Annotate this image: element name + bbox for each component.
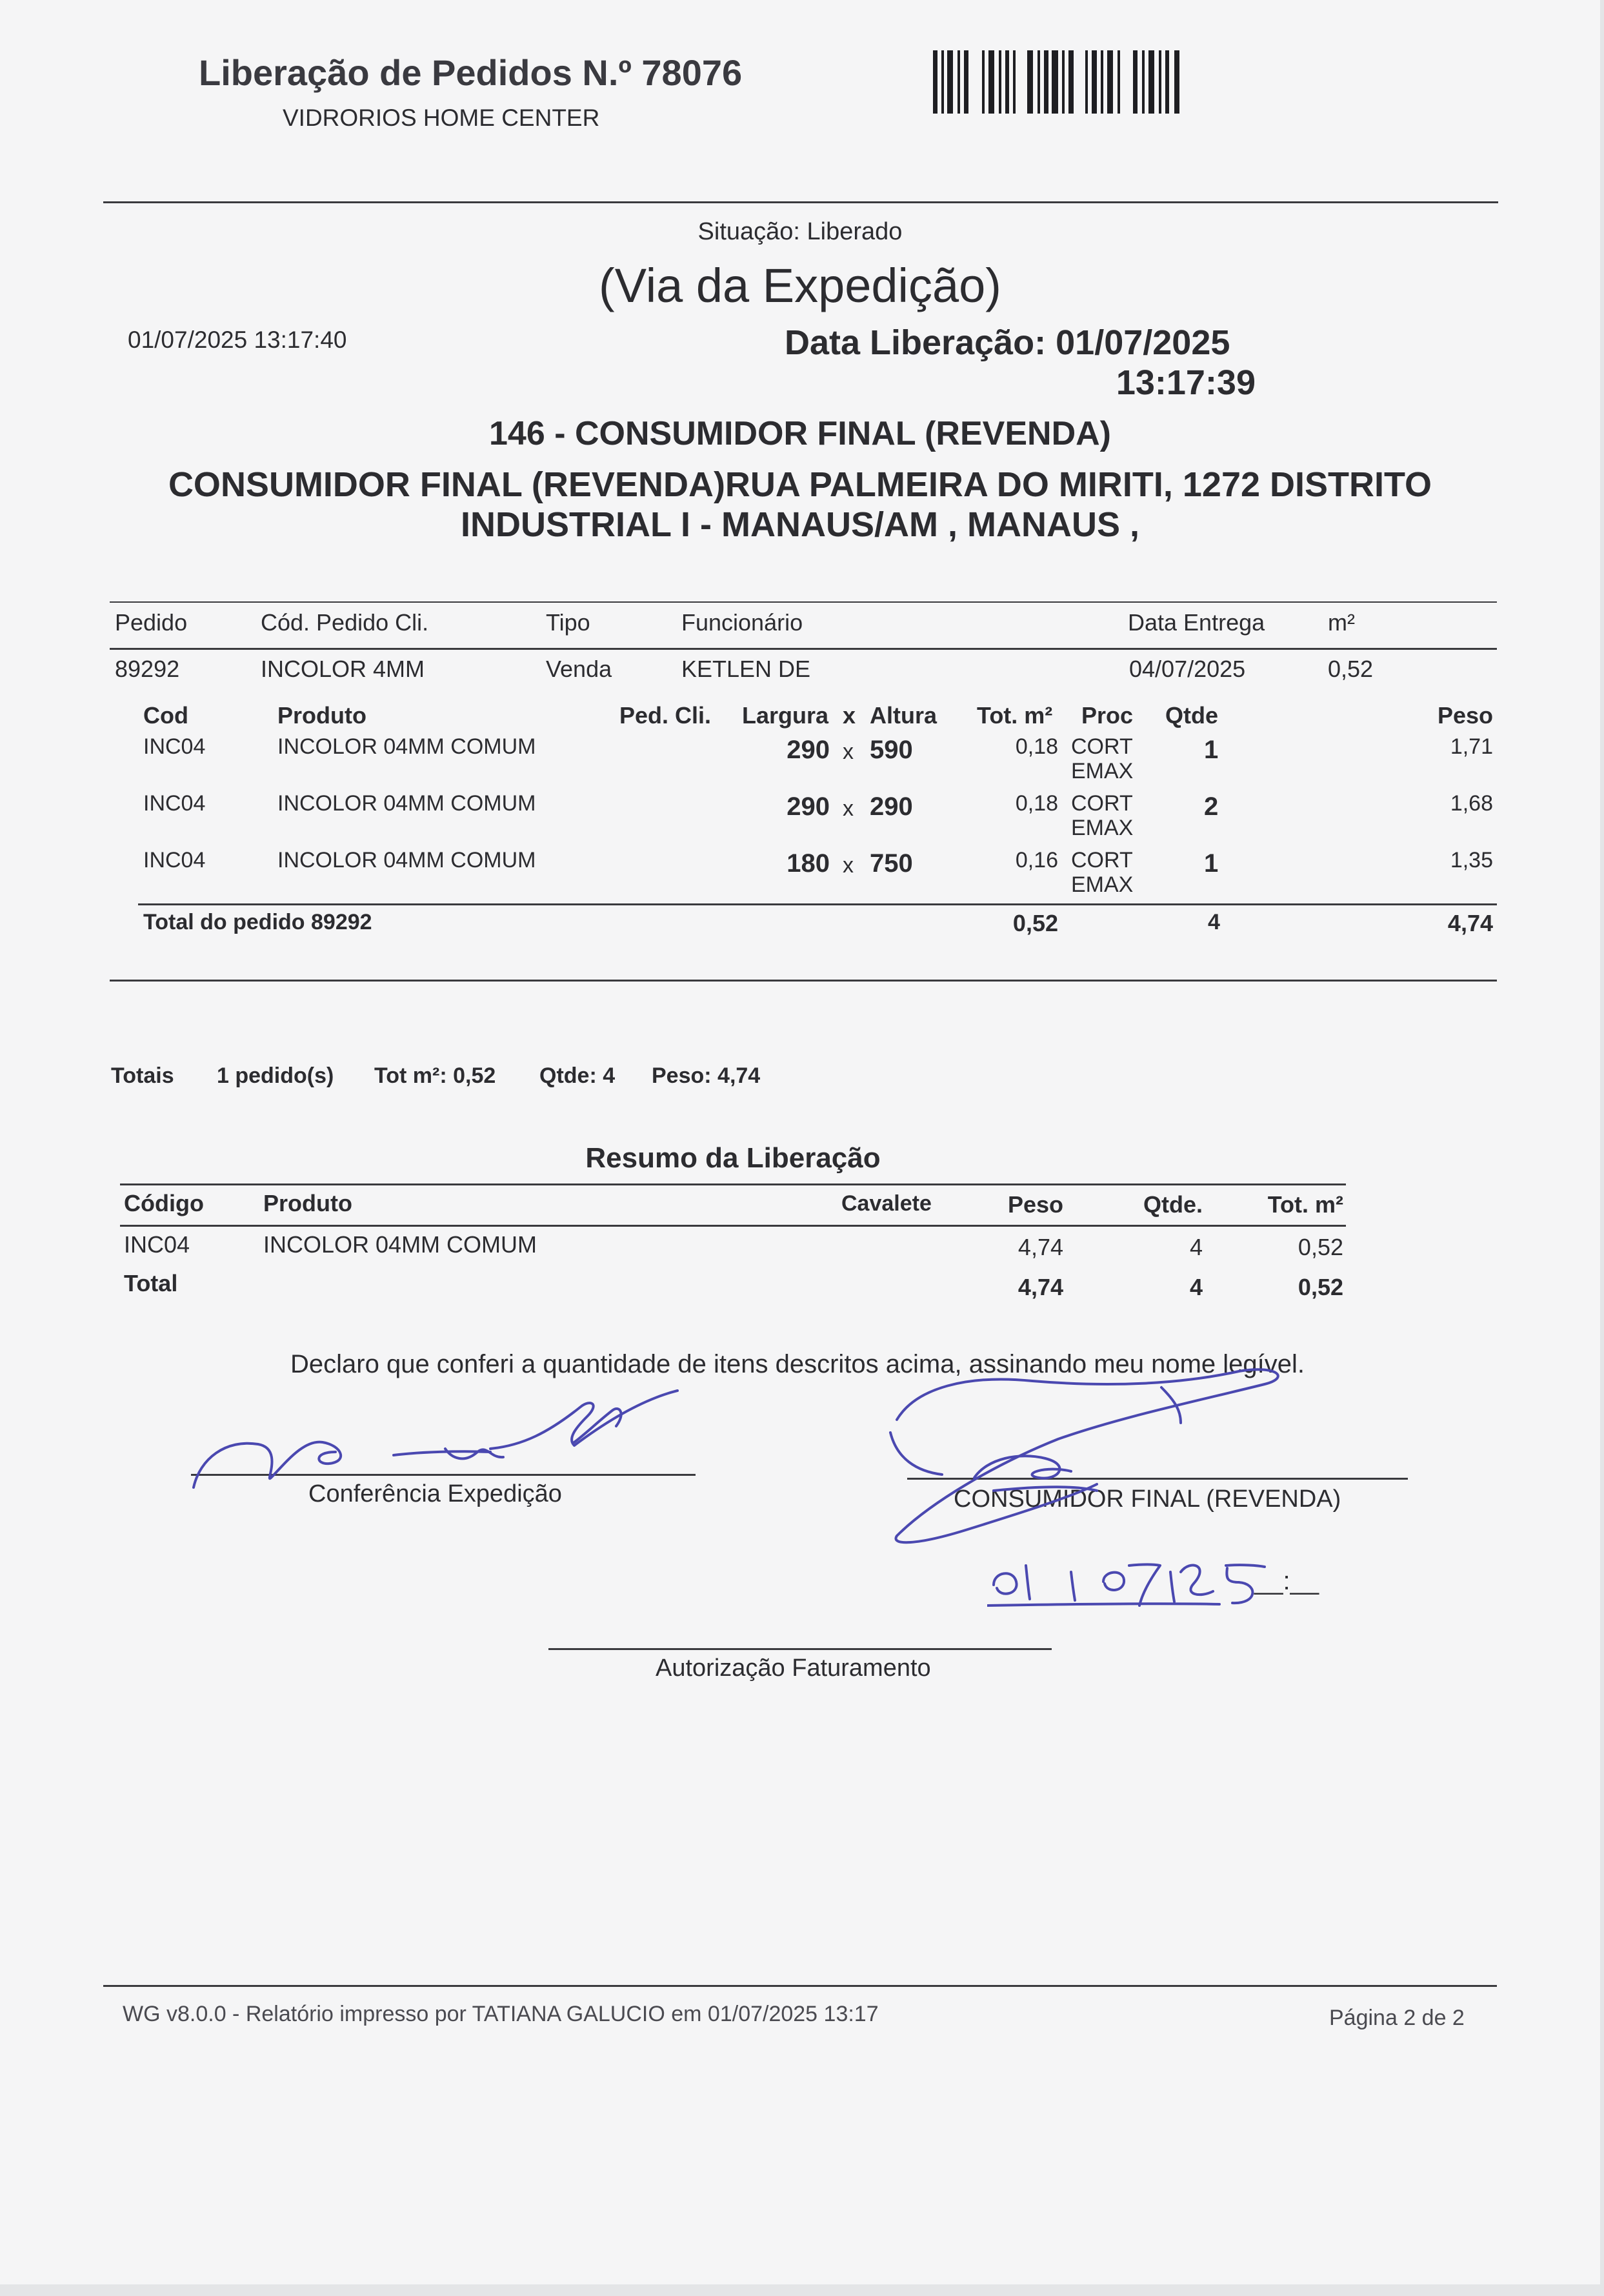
summary-header-peso: Peso	[1007, 1191, 1063, 1218]
summary-top-rule	[120, 1183, 1346, 1185]
order-m2: 0,52	[1328, 656, 1374, 682]
totals-label: Totais	[111, 1063, 174, 1088]
item-3-proc-2: EMAX	[1071, 872, 1134, 897]
order-header-m2: m²	[1328, 609, 1355, 636]
item-3-proc-1: CORT	[1071, 848, 1133, 872]
cliente-signature	[877, 1362, 1342, 1549]
order-total-label: Total do pedido 89292	[143, 910, 372, 934]
item-1-cod: INC04	[143, 734, 206, 759]
footer-page-number: Página 2 de 2	[1329, 2006, 1465, 2030]
order-header-funcionario: Funcionário	[681, 609, 803, 636]
item-2-tot-m2: 0,18	[1015, 791, 1058, 816]
autorizacao-signature-line	[548, 1648, 1052, 1650]
totals-tot-m2: Tot m²: 0,52	[374, 1063, 496, 1088]
item-2-x: x	[843, 796, 854, 821]
item-1-qtde: 1	[1204, 736, 1219, 764]
order-header-tipo: Tipo	[546, 609, 590, 636]
items-header-proc: Proc	[1081, 702, 1134, 729]
declaration-text: Declaro que conferi a quantidade de itens descritos acima, assinando meu nome legível.	[290, 1350, 1305, 1378]
summary-row-qtde: 4	[1189, 1234, 1203, 1260]
item-2-cod: INC04	[143, 791, 206, 816]
items-header-cod: Cod	[143, 702, 188, 729]
customer-address-line1: CONSUMIDOR FINAL (REVENDA)RUA PALMEIRA DO MIRITI, 1272 DISTRITO	[168, 465, 1432, 504]
item-3-produto: INCOLOR 04MM COMUM	[277, 848, 536, 872]
item-2-produto: INCOLOR 04MM COMUM	[277, 791, 536, 816]
autorizacao-label: Autorização Faturamento	[656, 1655, 931, 1682]
item-1-proc-1: CORT	[1071, 734, 1133, 759]
conferencia-label: Conferência Expedição	[308, 1480, 562, 1507]
summary-total-qtde: 4	[1189, 1274, 1203, 1300]
footer-rule	[103, 1985, 1497, 1987]
item-1-peso: 1,71	[1450, 734, 1493, 759]
item-1-proc-2: EMAX	[1071, 759, 1134, 783]
order-header-cod-pedido-cli: Cód. Pedido Cli.	[261, 609, 429, 636]
conferencia-signature	[187, 1387, 690, 1497]
item-1-x: x	[843, 740, 854, 764]
items-header-x: x	[843, 702, 856, 729]
summary-total-tot-m2: 0,52	[1298, 1274, 1343, 1300]
items-header-tot-m2: Tot. m²	[977, 702, 1053, 729]
printed-timestamp: 01/07/2025 13:17:40	[128, 327, 347, 353]
item-1-altura: 590	[870, 736, 913, 764]
items-header-peso: Peso	[1437, 702, 1493, 729]
item-2-largura: 290	[787, 792, 830, 821]
order-total-tot-m2: 0,52	[1012, 910, 1058, 936]
order-header-pedido: Pedido	[115, 609, 188, 636]
item-2-proc-2: EMAX	[1071, 816, 1134, 840]
item-3-x: x	[843, 853, 854, 878]
footer-report-info: WG v8.0.0 - Relatório impresso por TATIANA GALUCIO em 01/07/2025 13:17	[123, 2002, 879, 2026]
item-3-largura: 180	[787, 849, 830, 878]
company-name: VIDRORIOS HOME CENTER	[283, 105, 600, 131]
item-3-qtde: 1	[1204, 849, 1219, 878]
summary-row-produto: INCOLOR 04MM COMUM	[263, 1231, 537, 1258]
item-3-tot-m2: 0,16	[1015, 848, 1058, 872]
status-label: Situação: Liberado	[697, 218, 903, 245]
order-section-bottom-rule	[110, 980, 1497, 982]
summary-header-qtde: Qtde.	[1143, 1191, 1203, 1218]
totals-peso: Peso: 4,74	[652, 1063, 761, 1088]
item-2-altura: 290	[870, 792, 913, 821]
summary-title: Resumo da Liberação	[585, 1142, 881, 1174]
document-title: Liberação de Pedidos N.º 78076	[199, 52, 743, 93]
items-header-produto: Produto	[277, 702, 366, 729]
summary-row-tot-m2: 0,52	[1298, 1234, 1343, 1260]
summary-header-cavalete: Cavalete	[841, 1191, 932, 1216]
customer-address-line2: INDUSTRIAL I - MANAUS/AM , MANAUS ,	[461, 505, 1139, 544]
items-header-ped-cli: Ped. Cli.	[619, 702, 712, 729]
order-header-rule	[110, 648, 1497, 650]
time-blank: __:__	[1254, 1567, 1319, 1595]
item-1-largura: 290	[787, 736, 830, 764]
summary-header-produto: Produto	[263, 1190, 352, 1216]
order-data-entrega: 04/07/2025	[1129, 656, 1246, 682]
order-tipo: Venda	[546, 656, 612, 682]
order-total-qtde: 4	[1208, 910, 1220, 934]
item-1-produto: INCOLOR 04MM COMUM	[277, 734, 536, 759]
order-top-rule	[110, 601, 1497, 603]
order-funcionario: KETLEN DE	[681, 656, 811, 682]
item-2-proc-1: CORT	[1071, 791, 1133, 816]
item-2-peso: 1,68	[1450, 791, 1493, 816]
cliente-label: CONSUMIDOR FINAL (REVENDA)	[954, 1485, 1341, 1513]
order-total-peso: 4,74	[1447, 910, 1493, 936]
summary-total-label: Total	[124, 1270, 178, 1296]
items-header-qtde: Qtde	[1165, 702, 1219, 729]
summary-header-codigo: Código	[124, 1190, 204, 1216]
item-1-tot-m2: 0,18	[1015, 734, 1058, 759]
summary-row-peso: 4,74	[1018, 1234, 1063, 1260]
item-2-qtde: 2	[1204, 792, 1219, 821]
summary-header-tot-m2: Tot. m²	[1267, 1191, 1343, 1218]
header-rule	[103, 201, 1498, 203]
barcode	[933, 50, 1179, 114]
items-header-largura: Largura	[742, 702, 829, 729]
handwritten-date	[987, 1546, 1271, 1617]
item-3-altura: 750	[870, 849, 913, 878]
totals-pedidos: 1 pedido(s)	[217, 1063, 334, 1088]
order-total-rule	[138, 903, 1497, 905]
summary-total-peso: 4,74	[1018, 1274, 1063, 1300]
copy-label: (Via da Expedição)	[599, 259, 1001, 312]
order-cod-pedido-cli: INCOLOR 4MM	[261, 656, 425, 682]
release-date: Data Liberação: 01/07/2025	[785, 323, 1230, 362]
release-time: 13:17:39	[1116, 363, 1256, 402]
customer-heading: 146 - CONSUMIDOR FINAL (REVENDA)	[488, 415, 1111, 452]
item-3-cod: INC04	[143, 848, 206, 872]
order-pedido: 89292	[115, 656, 180, 682]
summary-header-rule	[120, 1225, 1346, 1227]
summary-row-codigo: INC04	[124, 1231, 190, 1258]
item-3-peso: 1,35	[1450, 848, 1493, 872]
order-header-data-entrega: Data Entrega	[1128, 609, 1265, 636]
totals-qtde: Qtde: 4	[539, 1063, 616, 1088]
items-header-altura: Altura	[870, 702, 937, 729]
